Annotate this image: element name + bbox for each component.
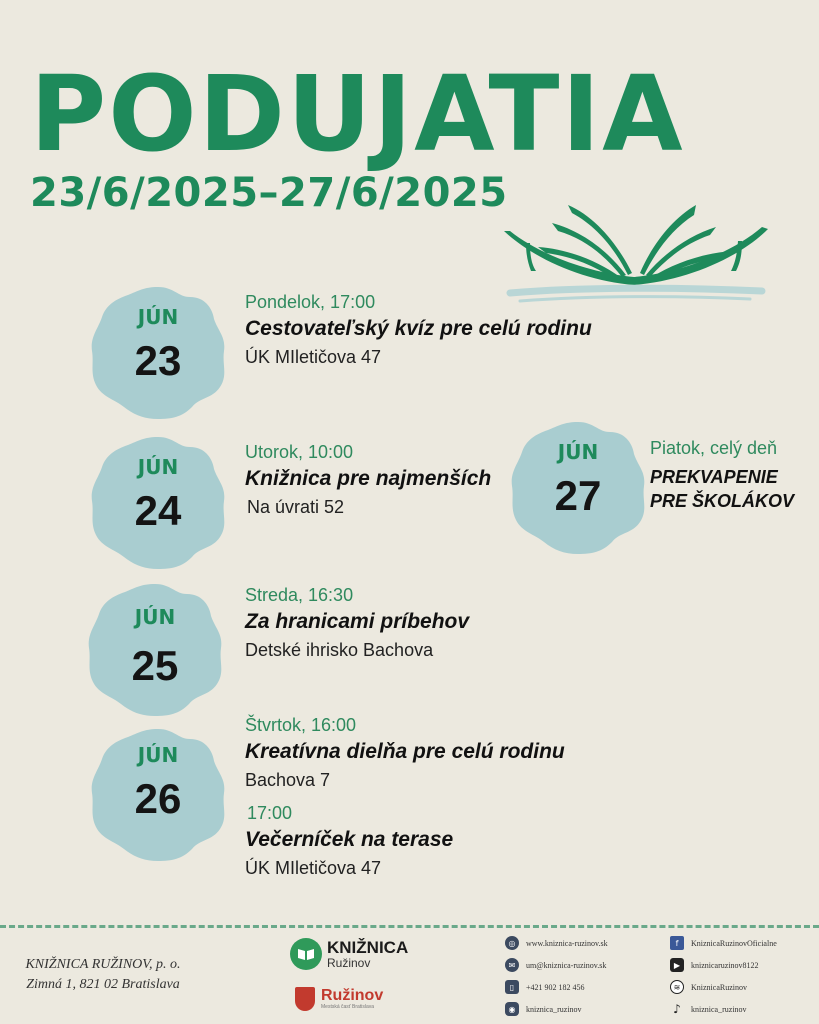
badge-month: JÚN (137, 743, 179, 767)
event-item (650, 438, 794, 514)
event-name: Za hranicami príbehov (245, 610, 470, 633)
coat-of-arms-icon (295, 987, 315, 1011)
date-badge (88, 283, 228, 423)
event-time: Utorok, 10:00 (245, 442, 354, 462)
contact-tiktok[interactable]: ♪ kniznica_ruzinov (670, 998, 777, 1020)
kniznica-logo[interactable] (290, 938, 408, 970)
event-name: Kreatívna dielňa pre celú rodinu (245, 740, 565, 763)
book-icon (290, 938, 322, 970)
contact-website[interactable]: ◎ www.kniznica-ruzinov.sk (505, 932, 608, 954)
event-item (245, 292, 592, 368)
badge-day: 26 (134, 775, 182, 822)
contacts-left (505, 932, 608, 1020)
email-icon: ✉ (505, 958, 519, 972)
date-badge (88, 725, 228, 865)
event-name: Cestovateľský kvíz pre celú rodinu (245, 317, 592, 340)
ruzinov-logo[interactable] (295, 987, 383, 1011)
event-item (245, 585, 469, 661)
badge-month: JÚN (134, 605, 176, 629)
logo-subtitle: Mestská časť Bratislava (321, 1004, 375, 1010)
logo-subtitle: Ružinov (327, 955, 371, 970)
badge-day: 27 (554, 472, 602, 519)
event-name: Knižnica pre najmenších (245, 467, 492, 490)
event-time: Štvrtok, 16:00 (245, 715, 357, 735)
phone-icon: ▯ (505, 980, 519, 994)
date-range: 23/6/2025–27/6/2025 (30, 170, 508, 216)
event-time: Streda, 16:30 (245, 585, 354, 605)
page-title: PODUJATIA (30, 53, 685, 175)
event-time: Piatok, celý deň (650, 438, 778, 458)
event-name-line: PRE ŠKOLÁKOV (650, 491, 795, 512)
badge-day: 23 (134, 337, 182, 384)
badge-day: 24 (134, 487, 182, 534)
youtube-icon: ▶ (670, 958, 684, 972)
contact-instagram[interactable]: ◉ kniznica_ruzinov (505, 998, 608, 1020)
contact-email[interactable]: ✉ um@kniznica-ruzinov.sk (505, 954, 608, 976)
footer-address-block (8, 955, 198, 996)
event-place: Bachova 7 (245, 770, 331, 790)
globe-icon: ◎ (505, 936, 519, 950)
logo-title: Ružinov (321, 987, 384, 1004)
contact-youtube[interactable]: ▶ kniznicaruzinov8122 (670, 954, 777, 976)
org-address: Zimná 1, 821 02 Bratislava (26, 977, 180, 993)
date-badge (88, 433, 228, 573)
event-name-line: PREKVAPENIE (650, 467, 778, 487)
contacts-right (670, 932, 777, 1020)
date-badge (85, 580, 225, 720)
footer-divider (0, 925, 819, 928)
event-place: ÚK MIletičova 47 (245, 858, 382, 878)
logo-title: KNIŽNICA (327, 937, 409, 957)
event-name: Večerníček na terase (245, 828, 454, 851)
date-badge (508, 418, 648, 558)
contact-facebook[interactable]: f KniznicaRuzinovOficialne (670, 932, 777, 954)
event-place: Na úvrati 52 (247, 497, 345, 517)
event-place: Detské ihrisko Bachova (245, 640, 434, 660)
event-item (245, 715, 565, 879)
badge-month: JÚN (557, 440, 599, 464)
spotify-icon: ≋ (670, 980, 684, 994)
facebook-icon: f (670, 936, 684, 950)
contact-spotify[interactable]: ≋ KniznicaRuzinov (670, 976, 777, 998)
event-place: ÚK MIletičova 47 (245, 347, 382, 367)
contact-phone[interactable]: ▯ +421 902 182 456 (505, 976, 608, 998)
event-item (245, 442, 491, 518)
badge-month: JÚN (137, 455, 179, 479)
badge-month: JÚN (137, 305, 179, 329)
org-name: KNIŽNICA RUŽINOV, p. o. (25, 957, 181, 972)
event-time: Pondelok, 17:00 (245, 292, 376, 312)
instagram-icon: ◉ (505, 1002, 519, 1016)
event-time: 17:00 (247, 803, 293, 823)
badge-day: 25 (131, 642, 179, 689)
tiktok-icon: ♪ (673, 1002, 681, 1016)
